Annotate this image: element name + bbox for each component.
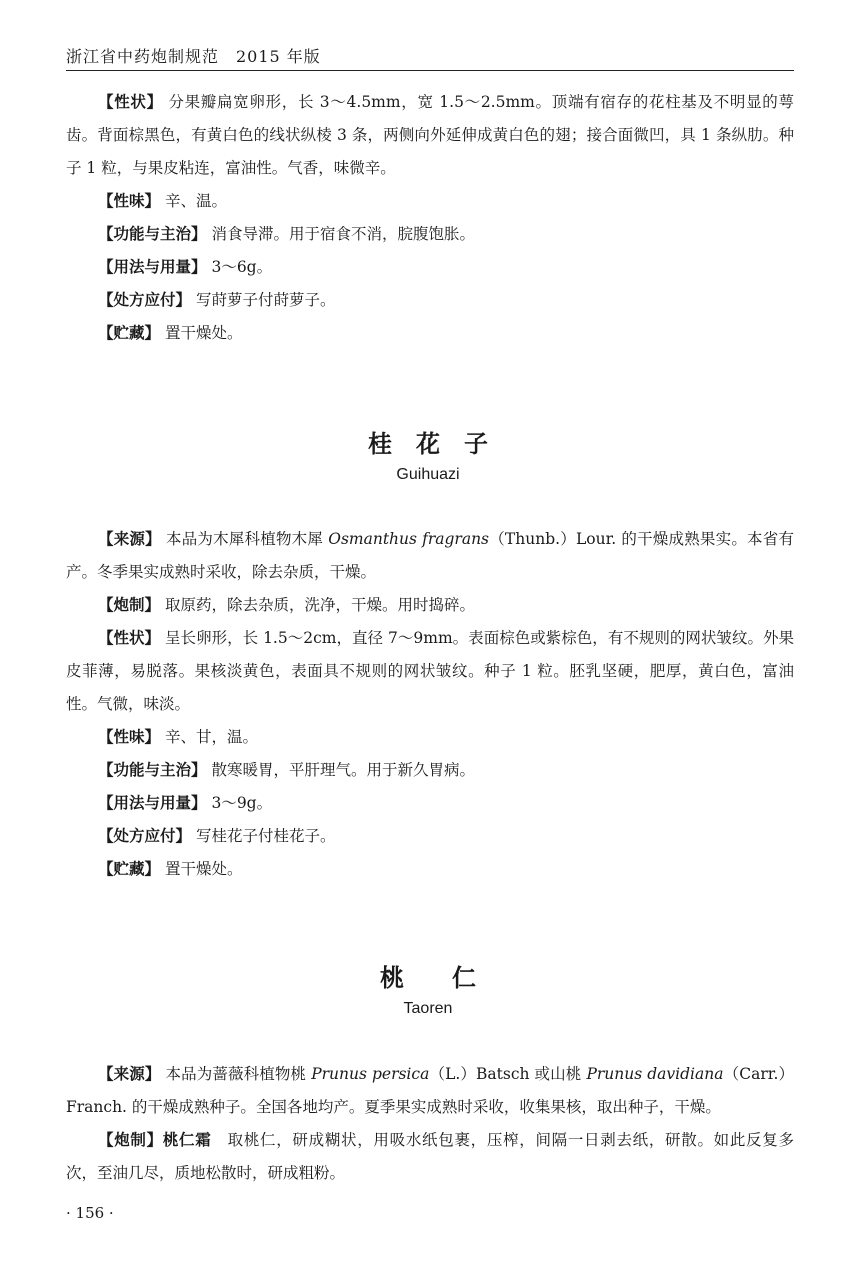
label: 【炮制】 — [98, 596, 161, 614]
text: 辛、温。 — [164, 192, 227, 210]
text: 呈长卵形，长 1.5～2cm，直径 7～9mm。表面棕色或紫棕色，有不规则的网状皱纹。外果皮菲薄，易脱落。果核淡黄色，表面具不规则的网状皱纹。种子 1 粒。胚乳坚硬，肥厚，黄白色，富油性。气微，味淡。 — [66, 629, 794, 713]
paragraph-xingzhuang — [66, 622, 794, 721]
entry-guihuazi — [66, 523, 794, 886]
label: 【用法与用量】 — [98, 258, 207, 276]
text: 写桂花子付桂花子。 — [195, 827, 336, 845]
label: 【功能与主治】 — [98, 761, 207, 779]
paragraph-xingzhuang — [66, 86, 794, 185]
entry-pinyin-taoren: Taoren — [403, 1000, 453, 1017]
latin-name: Prunus persica — [311, 1065, 430, 1083]
label: 【处方应付】 — [98, 291, 192, 309]
text: （L.）Batsch 或山桃 — [429, 1065, 587, 1083]
text: 消食导滞。用于宿食不消，脘腹饱胀。 — [211, 225, 475, 243]
latin-name: Osmanthus fragrans — [328, 530, 489, 548]
label: 【来源】 — [98, 530, 161, 548]
paragraph-gongneng — [66, 754, 794, 787]
paragraph-yongfa — [66, 251, 794, 284]
text: 本品为木犀科植物木犀 — [165, 530, 329, 548]
paragraph-laiyuan — [66, 1058, 794, 1124]
latin-name: Prunus davidiana — [586, 1065, 724, 1083]
page-number: · 156 · — [66, 1204, 114, 1222]
label: 【炮制】 — [98, 1131, 163, 1149]
text: 散寒暖胃，平肝理气。用于新久胃病。 — [211, 761, 475, 779]
label: 【贮藏】 — [98, 860, 161, 878]
text: 分果瓣扁宽卵形，长 3～4.5mm，宽 1.5～2.5mm。顶端有宿存的花柱基及不明显的萼齿。背面棕黑色，有黄白色的线状纵棱 3 条，两侧向外延伸成黄白色的翅；接合面微凹，具 1 条纵肋。种子 1 粒，与果皮粘连，富油性。气香，味微辛。 — [66, 93, 794, 177]
paragraph-gongneng — [66, 218, 794, 251]
text: 3～6g。 — [211, 258, 273, 276]
entry-continued — [66, 86, 794, 350]
paragraph-xingwei — [66, 721, 794, 754]
text: 取原药，除去杂质，洗净，干燥。用时捣碎。 — [164, 596, 475, 614]
paragraph-laiyuan — [66, 523, 794, 589]
entry-pinyin-guihuazi: Guihuazi — [396, 466, 460, 483]
paragraph-chufang — [66, 820, 794, 853]
text: 取桃仁，研成糊状，用吸水纸包裹，压榨，间隔一日剥去纸，研散。如此反复多次，至油几尽，质地松散时，研成粗粉。 — [66, 1131, 794, 1182]
sub-label: 桃仁霜 — [162, 1131, 212, 1149]
entry-taoren — [66, 1058, 794, 1190]
label: 【性味】 — [98, 728, 161, 746]
text: 本品为蔷薇科植物桃 — [165, 1065, 312, 1083]
label: 【用法与用量】 — [98, 794, 207, 812]
label: 【贮藏】 — [98, 324, 161, 342]
entry-title-taoren: 桃 仁 — [380, 964, 476, 992]
label: 【处方应付】 — [98, 827, 192, 845]
text: （Carr.）Franch. 的干燥成熟种子。全国各地均产。夏季果实成熟时采收，收集果核，取出种子，干燥。 — [66, 1065, 794, 1116]
text: 置干燥处。 — [164, 860, 243, 878]
paragraph-xingwei — [66, 185, 794, 218]
paragraph-chufang — [66, 284, 794, 317]
label: 【性味】 — [98, 192, 161, 210]
header-rule — [66, 70, 794, 71]
paragraph-zhucang — [66, 853, 794, 886]
text: （Thunb.）Lour. 的干燥成熟果实。本省有产。冬季果实成熟时采收，除去杂质，干燥。 — [66, 530, 794, 581]
paragraph-yongfa — [66, 787, 794, 820]
paragraph-paozhi — [66, 1124, 794, 1190]
label: 【性状】 — [98, 93, 163, 111]
text: 3～9g。 — [211, 794, 273, 812]
text: 辛、甘，温。 — [164, 728, 258, 746]
label: 【来源】 — [98, 1065, 161, 1083]
label: 【性状】 — [98, 629, 161, 647]
text: 置干燥处。 — [164, 324, 243, 342]
entry-title-guihuazi: 桂 花 子 — [368, 430, 488, 458]
running-header: 浙江省中药炮制规范 2015 年版 — [66, 47, 321, 66]
paragraph-paozhi — [66, 589, 794, 622]
label: 【功能与主治】 — [98, 225, 207, 243]
paragraph-zhucang — [66, 317, 794, 350]
text: 写莳萝子付莳萝子。 — [195, 291, 336, 309]
